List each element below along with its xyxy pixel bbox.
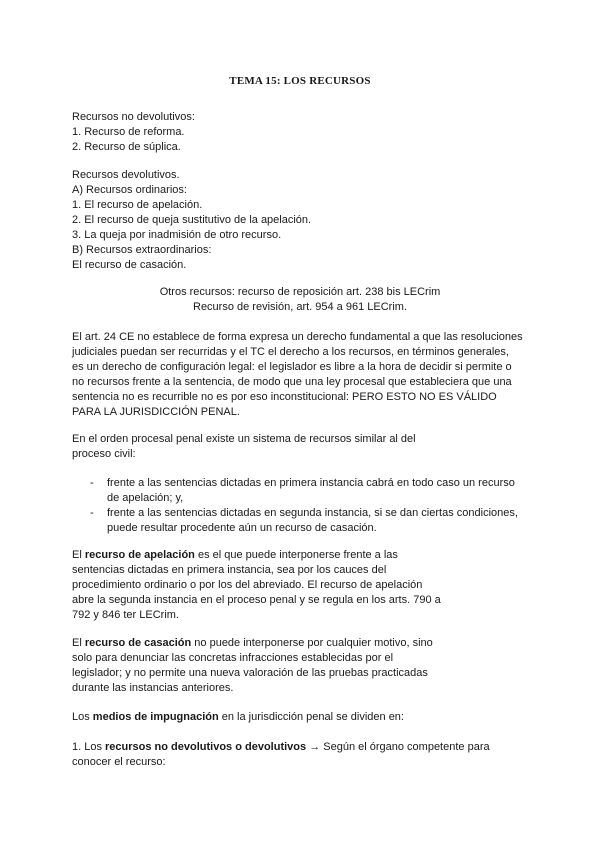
text-line: A) Recursos ordinarios: bbox=[72, 184, 187, 196]
text-line: 2. El recurso de queja sustitutivo de la apelación. bbox=[72, 214, 312, 226]
bold-term: recursos no devolutivos o devolutivos bbox=[105, 741, 307, 753]
text-fragment: Los bbox=[72, 711, 93, 723]
text-line: Recurso de revisión, art. 954 a 961 LECrim. bbox=[193, 301, 407, 313]
text-line: B) Recursos extraordinarios: bbox=[72, 244, 212, 256]
paragraph-medios bbox=[72, 710, 404, 725]
text-line: sentencia no es recurrible no es por eso inconstitucional: PERO ESTO NO ES VÁLIDO bbox=[72, 391, 497, 403]
other-remedies bbox=[0, 285, 600, 315]
text-line: procedimiento ordinario o por los del abreviado. El recurso de apelación bbox=[72, 579, 423, 591]
text-line: Recursos devolutivos. bbox=[72, 169, 180, 181]
text-line: de apelación; y, bbox=[107, 492, 184, 504]
text-line: 2. Recurso de súplica. bbox=[72, 141, 181, 153]
paragraph-apelacion bbox=[72, 548, 441, 623]
text-line: sentencias dictadas en primera instancia, sea por los cauces del bbox=[72, 564, 387, 576]
page-title: TEMA 15: LOS RECURSOS bbox=[229, 75, 371, 87]
bullet-list bbox=[90, 476, 518, 536]
bullet-dash: - bbox=[90, 477, 94, 489]
text-line: PARA LA JURISDICCIÓN PENAL. bbox=[72, 406, 240, 418]
paragraph-art24 bbox=[72, 330, 523, 420]
list-item bbox=[90, 476, 518, 506]
text-line: frente a las sentencias dictadas en segunda instancia, si se dan ciertas condiciones, bbox=[107, 507, 518, 519]
bold-term: recurso de casación bbox=[84, 637, 192, 649]
text-line: El art. 24 CE no establece de forma expresa un derecho fundamental a que las resoluciones bbox=[72, 331, 523, 343]
paragraph-devolutivos bbox=[72, 740, 490, 770]
text-line: judiciales puedan ser recurridas y el TC el derecho a los recursos, en términos generales, bbox=[72, 346, 509, 358]
text-line bbox=[72, 710, 404, 725]
text-line: 3. La queja por inadmisión de otro recurso. bbox=[72, 229, 282, 241]
text-fragment: El bbox=[72, 549, 85, 561]
text-line: frente a las sentencias dictadas en primera instancia cabrá en todo caso un recurso bbox=[107, 477, 515, 489]
text-line: proceso civil: bbox=[72, 448, 136, 460]
text-line: 1. Recurso de reforma. bbox=[72, 126, 185, 138]
paragraph-system bbox=[72, 432, 416, 462]
text-line: puede resultar procedente aún un recurso de casación. bbox=[107, 522, 377, 534]
bold-term: medios de impugnación bbox=[92, 711, 219, 723]
bold-term: recurso de apelación bbox=[84, 549, 195, 561]
text-line: es un derecho de configuración legal: el legislador es libre a la hora de decidir si permite o bbox=[72, 361, 512, 373]
text-line bbox=[72, 740, 490, 755]
text-line bbox=[72, 636, 433, 651]
bullet-dash: - bbox=[90, 507, 94, 519]
text-fragment: es el que puede interponerse frente a las bbox=[194, 549, 398, 561]
text-line: conocer el recurso: bbox=[72, 756, 166, 768]
text-line: En el orden procesal penal existe un sistema de recursos similar al del bbox=[72, 433, 416, 445]
text-fragment: El bbox=[72, 637, 85, 649]
text-fragment: en la jurisdicción penal se dividen en: bbox=[218, 711, 404, 723]
text-line: durante las instancias anteriores. bbox=[72, 682, 234, 694]
devolutive-list bbox=[72, 168, 311, 273]
text-fragment: 1. Los bbox=[72, 741, 106, 753]
text-fragment: no puede interponerse por cualquier motivo, sino bbox=[191, 637, 433, 649]
text-line: legislador; y no permite una nueva valoración de las pruebas practicadas bbox=[72, 667, 428, 679]
text-line: El recurso de casación. bbox=[72, 259, 187, 271]
text-line: 1. El recurso de apelación. bbox=[72, 199, 203, 211]
list-item bbox=[90, 506, 518, 536]
text-line bbox=[72, 548, 441, 563]
text-line: solo para denunciar las concretas infracciones establecidas por el bbox=[72, 652, 394, 664]
non-devolutive-list bbox=[72, 110, 195, 155]
text-line: Otros recursos: recurso de reposición art. 238 bis LECrim bbox=[159, 286, 441, 298]
text-fragment: → Según el órgano competente para bbox=[306, 741, 490, 753]
text-line: no recursos frente a la sentencia, de modo que una ley procesal que estableciera que una bbox=[72, 376, 512, 388]
text-line: 792 y 846 ter LECrim. bbox=[72, 609, 179, 621]
text-line: abre la segunda instancia en el proceso penal y se regula en los arts. 790 a bbox=[72, 594, 441, 606]
text-line: Recursos no devolutivos: bbox=[72, 111, 195, 123]
paragraph-casacion bbox=[72, 636, 433, 696]
